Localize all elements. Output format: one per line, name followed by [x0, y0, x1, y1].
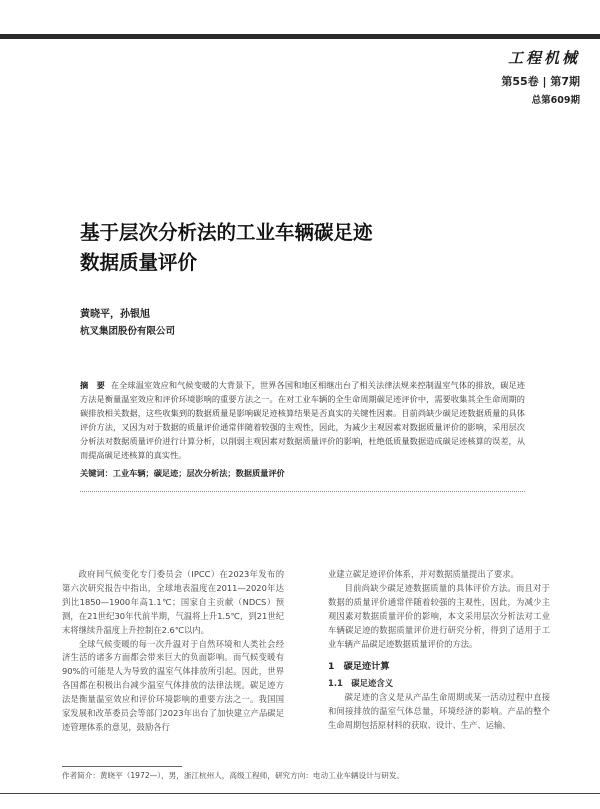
abstract-label: 摘 要 [80, 380, 105, 390]
journal-name: 工程机械 [507, 49, 580, 67]
author-footnote: 作者简介：黄晓平（1972—），男，浙江杭州人，高级工程师，研究方向：电动工业车辆设计与研发。 [62, 771, 405, 780]
body-paragraph: 政府间气候变化专门委员会（IPCC）在2023年发布的第六次研究报告中指出，全球地表温度在2011—2020年达到比1850—1900年高1.1℃；国家自主贡献（NDCS）预测，在21世纪30年代前半期，气温将上升1.5℃，到21世纪末将继续升温度上升控制在2.6℃以内。 [62, 569, 284, 635]
authors: 黄晓平，孙银旭 [80, 309, 150, 320]
footer-rule [0, 793, 600, 794]
body-column-left [62, 568, 284, 735]
abstract [80, 378, 525, 462]
volume-issue: 第55卷 | 第7期 [501, 75, 580, 88]
footnote-rule [62, 766, 182, 767]
title-line-1: 基于层次分析法的工业车辆碳足迹 [80, 221, 373, 244]
abstract-text: 在全球温室效应和气候变暖的大背景下，世界各国和地区相继出台了相关法律法规来控制温室气体的排放，碳足迹方法是衡量温室效应和评价环境影响的重要方法之一。在对工业车辆的全生命周期碳足迹评价中，需要收集其全生命周期的碳排放相关数据，这些收集到的数据质量是影响碳足迹核算结果是否真实的关键性因素。目前尚缺少碳足迹数据质量的具体评价方法，又因为对于数据的质量评价通常伴随着较强的主观性，因此，为减少主观因素对数据质量评价的影响，采用层次分析法对数据质量评价进行计算分析，以削弱主观因素对数据质量评价的影响，杜绝低质量数据造成碳足迹核算的误差，从而提高碳足迹核算的真实性。 [80, 380, 525, 460]
total-issue: 总第609期 [531, 95, 580, 106]
body-paragraph: 业建立碳足迹评价体系，并对数据质量提出了要求。 [328, 569, 519, 579]
title-line-2: 数据质量评价 [80, 251, 198, 274]
affiliation: 杭叉集团股份有限公司 [80, 326, 176, 337]
body-paragraph: 碳足迹的含义是从产品生命周期或某一活动过程中直接和间接排放的温室气体总量，环境经济的影响。产品的整个生命周期包括原材料的获取、设计、生产、运输、 [328, 692, 550, 731]
body-paragraph: 目前尚缺少碳足迹数据质量的具体评价方法。而且对于数据的质量评价通常伴随着较强的主观性，因此，为减少主观因素对数据质量评价的影响，本文采用层次分析法对工业车辆碳足迹的数据质量评价进行研究分析，得到了适用于工业车辆产品碳足迹数据质量评价的方法。 [328, 582, 550, 649]
header-rule [0, 34, 600, 39]
body-column-right [328, 568, 550, 733]
keywords: 关键词：工业车辆；碳足迹；层次分析法；数据质量评价 [80, 468, 285, 478]
separator-line [80, 491, 525, 492]
body-paragraph: 全球气候变暖的每一次升温对于自然环境和人类社会经济生活的诸多方面都会带来巨大的负面影响。而气候变暖有90%的可能是人为导致的温室气体排放所引起。因此，世界各国都在积极出台减少温室气体排放的法律法规。碳足迹方法是衡量温室效应和评价环境影响的重要方法之一。我国国家发展和改革委员会等部门2023年出台了加快建立产品碳足迹管理体系的意见，鼓励各行 [62, 638, 284, 732]
subsection-heading: 1.1 碳足迹含义 [328, 678, 394, 689]
section-heading: 1 碳足迹计算 [328, 661, 390, 673]
article-title [80, 218, 510, 278]
journal-header [410, 47, 580, 106]
